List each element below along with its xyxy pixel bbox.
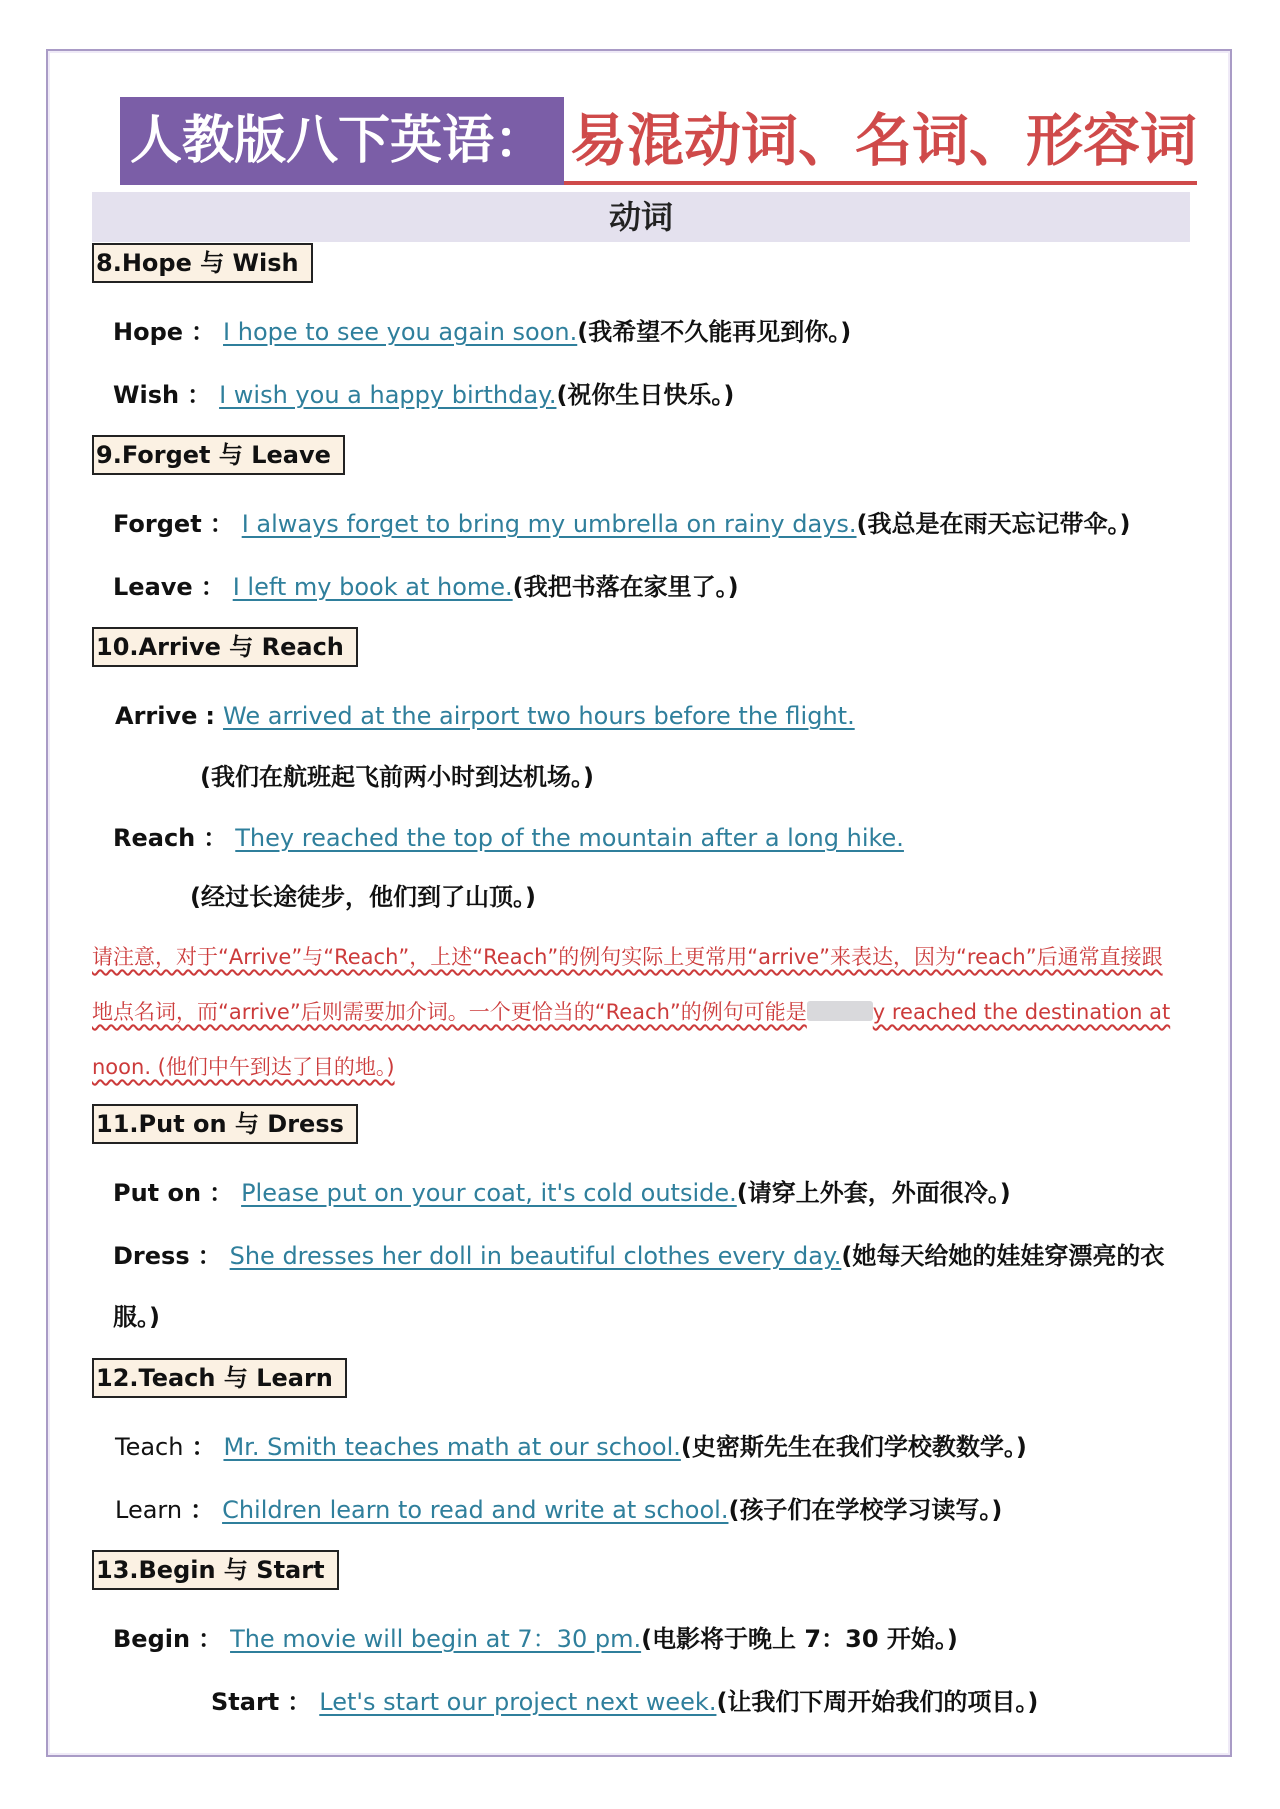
example-row: Begin ： The movie will begin at 7：30 pm.(电影将于晚上 7：30 开始。) bbox=[113, 1625, 958, 1653]
example-sentence: I wish you a happy birthday. bbox=[219, 381, 557, 409]
verb-label: Arrive bbox=[115, 702, 198, 730]
title-right: 易混动词、名词、形容词 bbox=[564, 97, 1197, 185]
verb-label: Leave bbox=[113, 573, 193, 601]
example-row: Start ： Let's start our project next week.(让我们下周开始我们的项目。) bbox=[211, 1688, 1039, 1716]
example-sentence: Please put on your coat, it's cold outside. bbox=[241, 1179, 737, 1207]
translation: (我总是在雨天忘记带伞。) bbox=[856, 510, 1131, 538]
section-heading-12: 12.Teach 与 Learn bbox=[92, 1358, 347, 1398]
verb-label: Forget bbox=[113, 510, 202, 538]
verb-label: Start bbox=[211, 1688, 280, 1716]
blurred-text bbox=[807, 1001, 873, 1021]
verb-label: Learn bbox=[115, 1496, 183, 1524]
verb-label: Wish bbox=[113, 381, 180, 409]
section-heading-13: 13.Begin 与 Start bbox=[92, 1550, 339, 1590]
verb-label: Dress bbox=[113, 1242, 190, 1270]
example-row: Leave ： I left my book at home.(我把书落在家里了。) bbox=[113, 573, 739, 601]
translation: (祝你生日快乐。) bbox=[556, 381, 735, 409]
verb-label: Begin bbox=[113, 1625, 191, 1653]
translation: (她每天给她的娃娃穿漂亮的衣 bbox=[841, 1242, 1165, 1270]
verb-label: Put on bbox=[113, 1179, 202, 1207]
example-sentence: The movie will begin at 7：30 pm. bbox=[230, 1625, 642, 1653]
example-sentence: Let's start our project next week. bbox=[319, 1688, 717, 1716]
verb-label: Reach bbox=[113, 824, 196, 852]
translation: (电影将于晚上 7：30 开始。) bbox=[641, 1625, 958, 1653]
translation-line bbox=[200, 760, 594, 794]
note-line: noon. (他们中午到达了目的地。) bbox=[92, 1055, 395, 1079]
example-row: Wish ： I wish you a happy birthday.(祝你生日快乐。) bbox=[113, 381, 735, 409]
verb-label: Teach bbox=[115, 1433, 184, 1461]
page-title bbox=[120, 97, 1197, 185]
example-sentence: She dresses her doll in beautiful clothes every day. bbox=[229, 1242, 842, 1270]
example-row: Dress ： She dresses her doll in beautiful clothes every day.(她每天给她的娃娃穿漂亮的衣 bbox=[113, 1242, 1165, 1270]
translation: (我们在航班起飞前两小时到达机场。) bbox=[200, 763, 594, 791]
example-row: Reach ： They reached the top of the mountain after a long hike. bbox=[113, 824, 904, 852]
title-left: 人教版八下英语： bbox=[120, 97, 564, 185]
note-line: 请注意，对于“Arrive”与“Reach”，上述“Reach”的例句实际上更常用“arrive”来表达，因为“reach”后通常直接跟 bbox=[92, 945, 1163, 969]
example-row: Put on ： Please put on your coat, it's cold outside.(请穿上外套，外面很冷。) bbox=[113, 1179, 1011, 1207]
example-row: Forget ： I always forget to bring my umbrella on rainy days.(我总是在雨天忘记带伞。) bbox=[113, 510, 1131, 538]
example-row: Teach ： Mr. Smith teaches math at our school.(史密斯先生在我们学校教数学。) bbox=[115, 1433, 1027, 1461]
translation: (史密斯先生在我们学校教数学。) bbox=[680, 1433, 1027, 1461]
example-row: Arrive : We arrived at the airport two hours before the flight. bbox=[115, 702, 855, 730]
verb-label: Hope bbox=[113, 318, 184, 346]
section-heading-8: 8.Hope 与 Wish bbox=[92, 243, 313, 283]
example-sentence: Children learn to read and write at school. bbox=[222, 1496, 729, 1524]
section-heading-10: 10.Arrive 与 Reach bbox=[92, 627, 358, 667]
example-sentence: We arrived at the airport two hours before the flight. bbox=[223, 702, 855, 730]
note-line: 地点名词，而“arrive”后则需要加介词。一个更恰当的“Reach”的例句可能是 y reached the destination at bbox=[92, 1000, 1171, 1024]
translation: (孩子们在学校学习读写。) bbox=[728, 1496, 1003, 1524]
translation: (让我们下周开始我们的项目。) bbox=[716, 1688, 1039, 1716]
translation: (我希望不久能再见到你。) bbox=[577, 318, 852, 346]
translation-line bbox=[190, 880, 536, 914]
translation: (请穿上外套，外面很冷。) bbox=[736, 1179, 1011, 1207]
example-row: Learn ： Children learn to read and write at school.(孩子们在学校学习读写。) bbox=[115, 1496, 1003, 1524]
translation: (经过长途徒步，他们到了山顶。) bbox=[190, 883, 536, 911]
example-sentence: Mr. Smith teaches math at our school. bbox=[223, 1433, 681, 1461]
section-subtitle: 动词 bbox=[92, 192, 1190, 242]
translation: (我把书落在家里了。) bbox=[512, 573, 739, 601]
example-sentence: I always forget to bring my umbrella on rainy days. bbox=[241, 510, 857, 538]
example-row: Hope ： I hope to see you again soon.(我希望不久能再见到你。) bbox=[113, 318, 852, 346]
example-sentence: They reached the top of the mountain after a long hike. bbox=[235, 824, 904, 852]
translation-continuation: 服。) bbox=[113, 1303, 160, 1331]
section-heading-9: 9.Forget 与 Leave bbox=[92, 435, 345, 475]
example-sentence: I hope to see you again soon. bbox=[223, 318, 578, 346]
section-heading-11: 11.Put on 与 Dress bbox=[92, 1104, 358, 1144]
example-sentence: I left my book at home. bbox=[232, 573, 513, 601]
